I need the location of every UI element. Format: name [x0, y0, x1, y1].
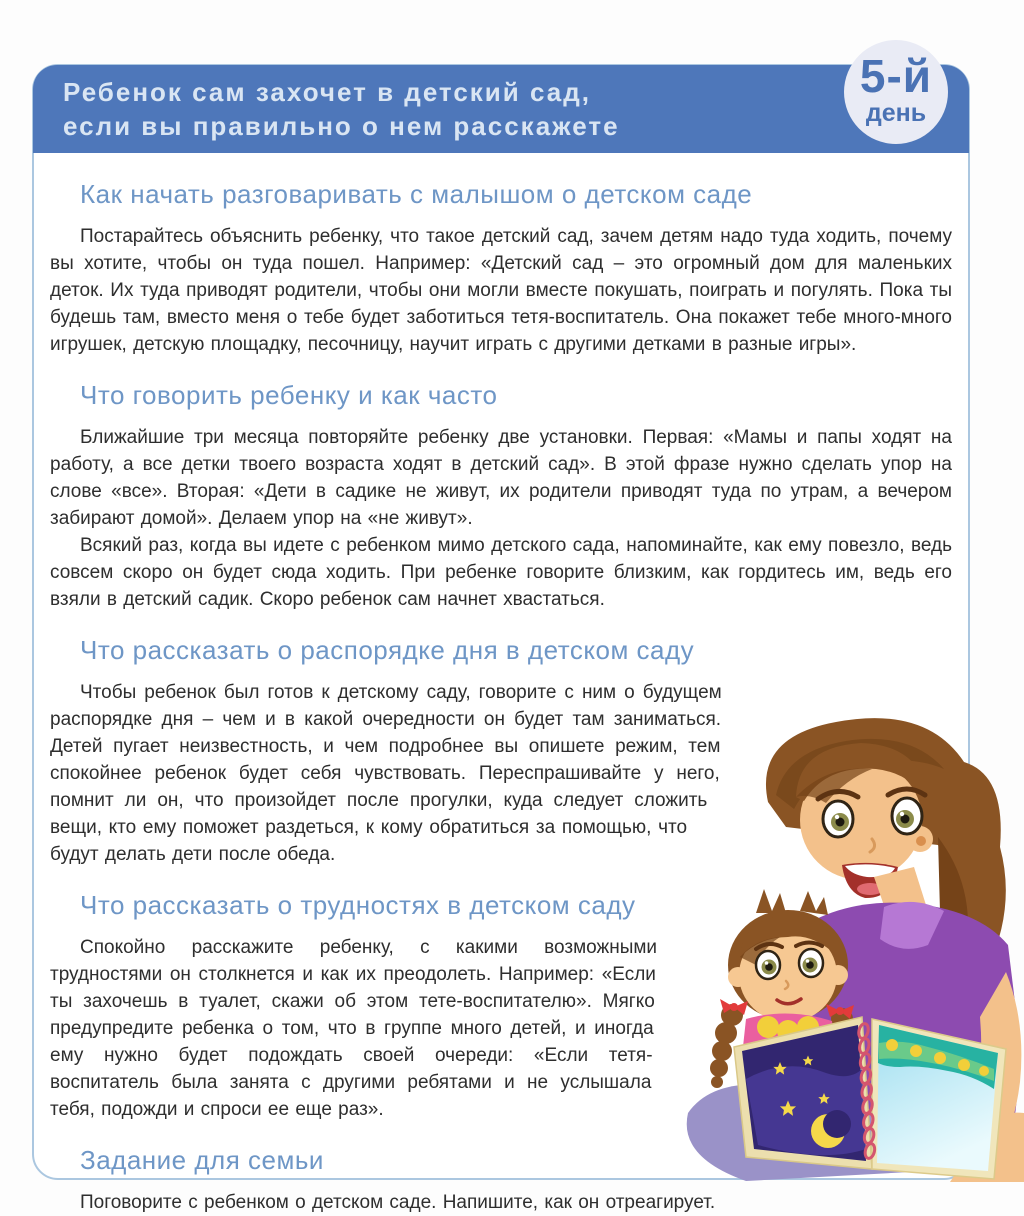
section-heading-daily-routine: Что рассказать о распорядке дня в детском саду [80, 635, 695, 665]
section-heading-family-task: Задание для семьи [80, 1145, 324, 1175]
worksheet-page [32, 50, 970, 1213]
page-content [34, 179, 968, 1216]
page-title-line2: если вы правильно о нем расскажете [63, 111, 620, 141]
day-badge-word: день [865, 99, 927, 127]
section-heading-talk-start: Как начать разговаривать с малышом о детском саде [80, 179, 753, 209]
section-paragraph: Спокойно расскажите ребенку, с какими возможными трудностями он столкнется и как их преодолеть. Например: «Если ты захочешь в туалет, скажи об этом тете-воспитателю». Мягко предупредите ребенка о том, что в группе много детей, и иногда ему нужно будет подождать своей очереди: «Если тетя-воспитатель была занята с другими ребятами и не услышала тебя, подожди и спроси ее еще раз». [50, 937, 658, 1120]
section-paragraph: Постарайтесь объяснить ребенку, что такое детский сад, зачем детям надо туда ходить, почему вы хотите, чтобы он туда пошел. Например: «Детский сад – это огромный дом для маленьких деток. Их туда приводят родители, чтобы они могли вместе покушать, поиграть и погулять. Пока ты будешь там, вместо меня о тебе будет заботиться тетя-воспитатель. Она покажет тебе много-много игрушек, детскую площадку, песочницу, научит играть с другими детками в разные игры». [50, 226, 952, 355]
page-title-line1: Ребенок сам захочет в детский сад, [63, 77, 591, 107]
day-badge-number: 5-й [859, 50, 933, 102]
section-paragraph: Всякий раз, когда вы идете с ребенком мимо детского сада, напоминайте, как ему повезло, ведь совсем скоро он будет сюда ходить. При ребенке говорите близким, как гордитесь им, ведь его взяли в детский садик. Скоро ребенок сам начнет хвастаться. [50, 535, 952, 610]
page-header [33, 65, 969, 153]
section-paragraph: Чтобы ребенок был готов к детскому саду, говорите с ним о будущем распорядке дня – чем и в какой очередности он будет там заниматься. Детей пугает неизвестность, и чем подробнее вы опишете режим, тем спокойнее ребенок будет себя чувствовать. Переспрашивайте у него, помнит ли он, что произойдет после прогулки, куда следует сложить вещи, кто ему поможет раздеться, к кому обратиться за помощью, что будут делать дети после обеда. [50, 682, 722, 865]
section-heading-difficulties: Что рассказать о трудностях в детском саду [80, 890, 636, 920]
section-paragraph: Ближайшие три месяца повторяйте ребенку две установки. Первая: «Мамы и папы ходят на работу, а все детки твоего возраста ходят в детский сад». В этой фразе нужно сделать упор на слове «все». Вторая: «Дети в садике не живут, их родители приводят туда по утрам, а вечером забирают домой». Делаем упор на «не живут». [50, 427, 952, 529]
section-paragraph: Поговорите с ребенком о детском саде. Напишите, как он отреагирует. [80, 1192, 716, 1213]
section-heading-what-to-say: Что говорить ребенку и как часто [80, 380, 498, 410]
day-badge [844, 40, 948, 144]
